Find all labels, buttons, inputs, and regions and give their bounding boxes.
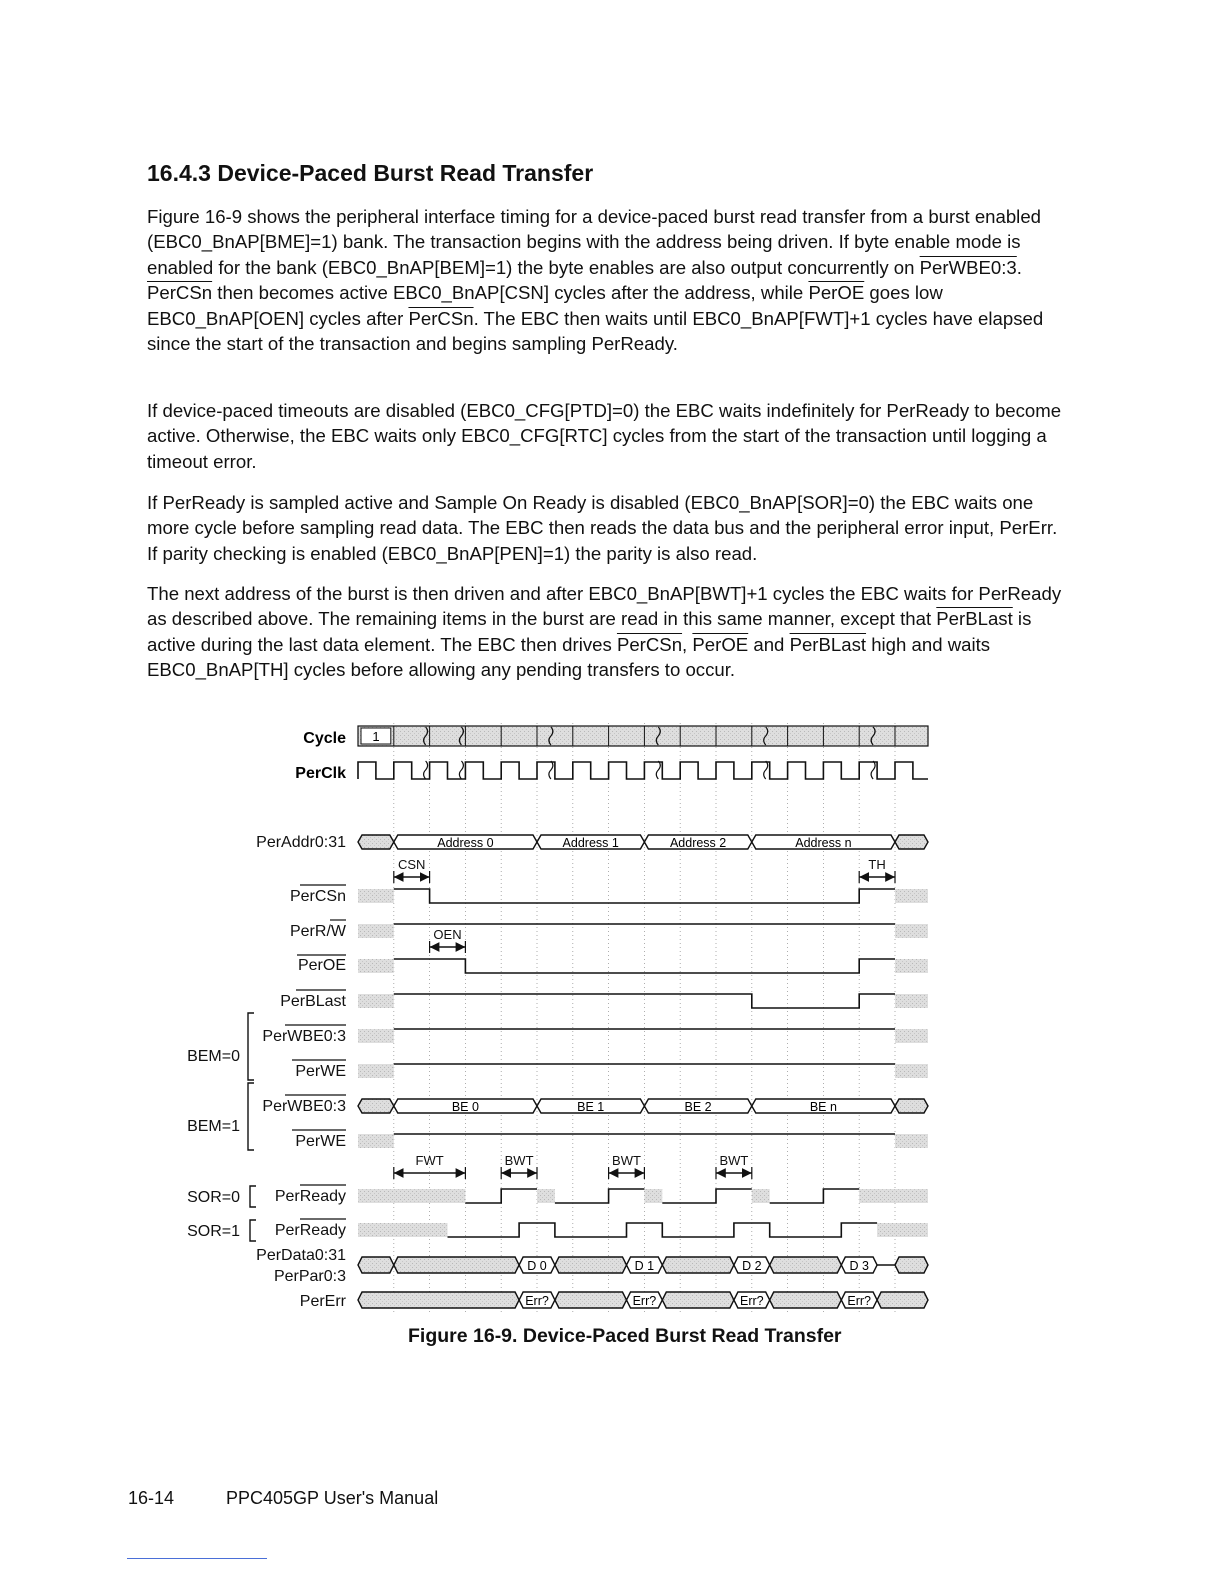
address-label: Address 1 [562, 836, 619, 850]
data-label: D 3 [849, 1259, 869, 1273]
perdata-segment [770, 1257, 842, 1273]
perready-sor1-undefined [877, 1223, 928, 1237]
perdata-segment [394, 1257, 519, 1273]
percsn-undefined [358, 889, 394, 903]
pererr-segment [662, 1292, 734, 1308]
csn-interval-label: CSN [397, 857, 426, 872]
perblast-waveform [394, 994, 895, 1008]
overlined-signal: PerWBE0:3 [919, 256, 1017, 278]
perrw-bar: W [330, 923, 346, 940]
figure-caption: Figure 16-9. Device-Paced Burst Read Transfer [408, 1325, 842, 1347]
paragraph-2 [147, 398, 1072, 474]
paragraph-1 [147, 204, 1072, 356]
perblast-undefined [895, 994, 928, 1008]
perwe-bem0-undefined [895, 1064, 928, 1078]
perready-sor0-undefined [644, 1189, 662, 1203]
break-mark [871, 761, 875, 779]
perpar-label: PerPar0:3 [273, 1268, 346, 1285]
byte-enable-label: BE 0 [451, 1100, 479, 1114]
bwt-interval-label: BWT [504, 1153, 534, 1168]
perready-sor0-undefined [358, 1189, 465, 1203]
perdata-segment [358, 1257, 394, 1273]
peroe-undefined [895, 959, 928, 973]
perwe-bem1-label: PerWE [295, 1133, 346, 1150]
percsn-undefined [895, 889, 928, 903]
perwbe-bem0-label: PerWBE0:3 [262, 1028, 346, 1045]
break-mark [424, 761, 428, 779]
paragraph-text: is active during the last data element. The EBC then drives [147, 608, 1032, 655]
perready-sor1-undefined [358, 1223, 448, 1237]
footer-rule [127, 1558, 267, 1559]
bwt-interval-label: BWT [719, 1153, 749, 1168]
pererr-segment [877, 1292, 928, 1308]
sor1-group-label: SOR=1 [187, 1223, 240, 1240]
address-label: Address 0 [437, 836, 494, 850]
perdata-segment [895, 1257, 928, 1273]
paragraph-text: , [682, 633, 693, 655]
paragraph-text: If PerReady is sampled active and Sample On Ready is disabled (EBC0_BnAP[SOR]=0) the EBC waits one more cycle before sampling read data. The EBC then reads the data bus and the peripheral error input, PerErr. If parity checking is enabled (EBC0_BnAP[PEN]=1) the parity is also read. [147, 492, 1058, 564]
peroe-waveform [394, 959, 895, 973]
data-label: D 0 [527, 1259, 547, 1273]
perdata-label: PerData0:31 [256, 1247, 346, 1264]
perwe-bem1-undefined [895, 1134, 928, 1148]
perready-sor0-label: PerReady [274, 1188, 346, 1205]
bem1-group-label: BEM=1 [187, 1118, 240, 1135]
data-label: D 1 [634, 1259, 655, 1273]
perclk-label: PerClk [295, 765, 346, 782]
perwbe-bem0-undefined [358, 1029, 394, 1043]
paragraph-4 [147, 581, 1072, 683]
byte-enable-label: BE 1 [577, 1100, 605, 1114]
perblast-undefined [358, 994, 394, 1008]
perrw-prefix: PerR/ [289, 923, 331, 940]
data-label: D 2 [742, 1259, 762, 1273]
percsn-label: PerCSn [289, 888, 346, 905]
overlined-signal: PerCSn [408, 307, 474, 329]
error-label: Err? [847, 1294, 872, 1308]
paragraph-3 [147, 490, 1072, 566]
cycle-number: 1 [372, 729, 380, 744]
paragraph-text: Figure 16-9 shows the peripheral interface timing for a device-paced burst read transfer from a burst enabled (EBC0_BnAP[BME]=1) bank. The transaction begins with the address being driven. If byte enable mode is enabled for the bank (EBC0_BnAP[BEM]=1) the byte enables are also output concurrently on [147, 206, 1041, 278]
perdata-segment [662, 1257, 734, 1273]
peraddr-segment [895, 835, 928, 849]
pererr-segment [770, 1292, 842, 1308]
address-label: Address 2 [669, 836, 727, 850]
paragraph-text: high and waits EBC0_BnAP[TH] cycles before allowing any pending transfers to occur. [147, 633, 991, 681]
fwt-interval-label: FWT [415, 1153, 444, 1168]
sor0-group-label: SOR=0 [187, 1189, 240, 1206]
perclk-waveform [358, 762, 928, 779]
paragraph-text: . [1016, 256, 1022, 278]
perwe-bem1-undefined [358, 1134, 394, 1148]
bwt-interval-label: BWT [612, 1153, 641, 1168]
overlined-signal: PerBLast [789, 633, 867, 655]
overlined-signal: PerBLast [936, 608, 1013, 630]
page-number: 16-14 [128, 1488, 175, 1508]
paragraph-text: The next address of the burst is then driven and after EBC0_BnAP[BWT]+1 cycles the EBC waits for PerReady as described above. The remaining items in the burst are read in this same manner, except that [147, 583, 1062, 630]
perready-sor0-undefined [752, 1189, 770, 1203]
timing-diagram [0, 715, 1224, 1325]
perwbe-bem1-segment [358, 1099, 394, 1113]
oen-interval-label: OEN [433, 927, 462, 942]
cycle-label: Cycle [303, 730, 346, 747]
break-mark [459, 761, 463, 779]
paragraph-text: . The EBC then waits until EBC0_BnAP[FWT]+1 cycles have elapsed since the start of the transaction and begins sampling PerReady. [147, 307, 1044, 355]
perwe-bem0-label: PerWE [295, 1063, 346, 1080]
byte-enable-label: BE n [809, 1100, 837, 1114]
section-heading: 16.4.3 Device-Paced Burst Read Transfer [147, 160, 594, 186]
peroe-label: PerOE [297, 957, 346, 974]
perdata-segment [555, 1257, 627, 1273]
peraddr-segment [358, 835, 394, 849]
perwbe-bem1-segment [895, 1099, 928, 1113]
cycle-track [358, 726, 928, 746]
perwbe-bem0-undefined [895, 1029, 928, 1043]
paragraph-text: and [748, 633, 790, 655]
perready-sor0-undefined [537, 1189, 555, 1203]
error-label: Err? [632, 1294, 657, 1308]
perready-sor1-label: PerReady [274, 1222, 346, 1239]
overlined-signal: PerOE [692, 633, 749, 655]
error-label: Err? [525, 1294, 549, 1308]
perblast-label: PerBLast [280, 993, 346, 1010]
cycle-row [358, 726, 928, 746]
perrw-undefined [358, 924, 394, 938]
peroe-undefined [358, 959, 394, 973]
paragraph-text: If device-paced timeouts are disabled (EBC0_CFG[PTD]=0) the EBC waits indefinitely for PerReady to become active. Otherwise, the EBC waits only EBC0_CFG[RTC] cycles from the start of the transaction until logging a timeout error. [147, 400, 1062, 472]
byte-enable-label: BE 2 [684, 1100, 712, 1114]
peraddr-label: PerAddr0:31 [256, 834, 346, 851]
break-mark [764, 761, 768, 779]
overlined-signal: PerCSn [147, 282, 213, 304]
perwbe-bem1-label: PerWBE0:3 [262, 1098, 346, 1115]
break-mark [549, 761, 553, 779]
page-footer [128, 1488, 438, 1509]
bem0-group-label: BEM=0 [187, 1048, 240, 1065]
pererr-label: PerErr [299, 1293, 346, 1310]
paragraph-text: then becomes active EBC0_BnAP[CSN] cycles after the address, while [212, 282, 809, 304]
paragraph-text: goes low EBC0_BnAP[OEN] cycles after [147, 282, 943, 329]
overlined-signal: PerCSn [616, 633, 683, 655]
perrw-label [290, 923, 347, 940]
break-mark [656, 761, 660, 779]
pererr-segment [555, 1292, 627, 1308]
manual-title: PPC405GP User's Manual [226, 1488, 439, 1508]
error-label: Err? [739, 1294, 764, 1308]
perrw-undefined [895, 924, 928, 938]
pererr-segment [358, 1292, 519, 1308]
perready-sor1-waveform [448, 1223, 878, 1237]
address-label: Address n [795, 836, 852, 850]
perready-sor0-undefined [859, 1189, 928, 1203]
overlined-signal: PerOE [808, 282, 865, 304]
perwe-bem0-undefined [358, 1064, 394, 1078]
th-interval-label: TH [868, 857, 886, 872]
